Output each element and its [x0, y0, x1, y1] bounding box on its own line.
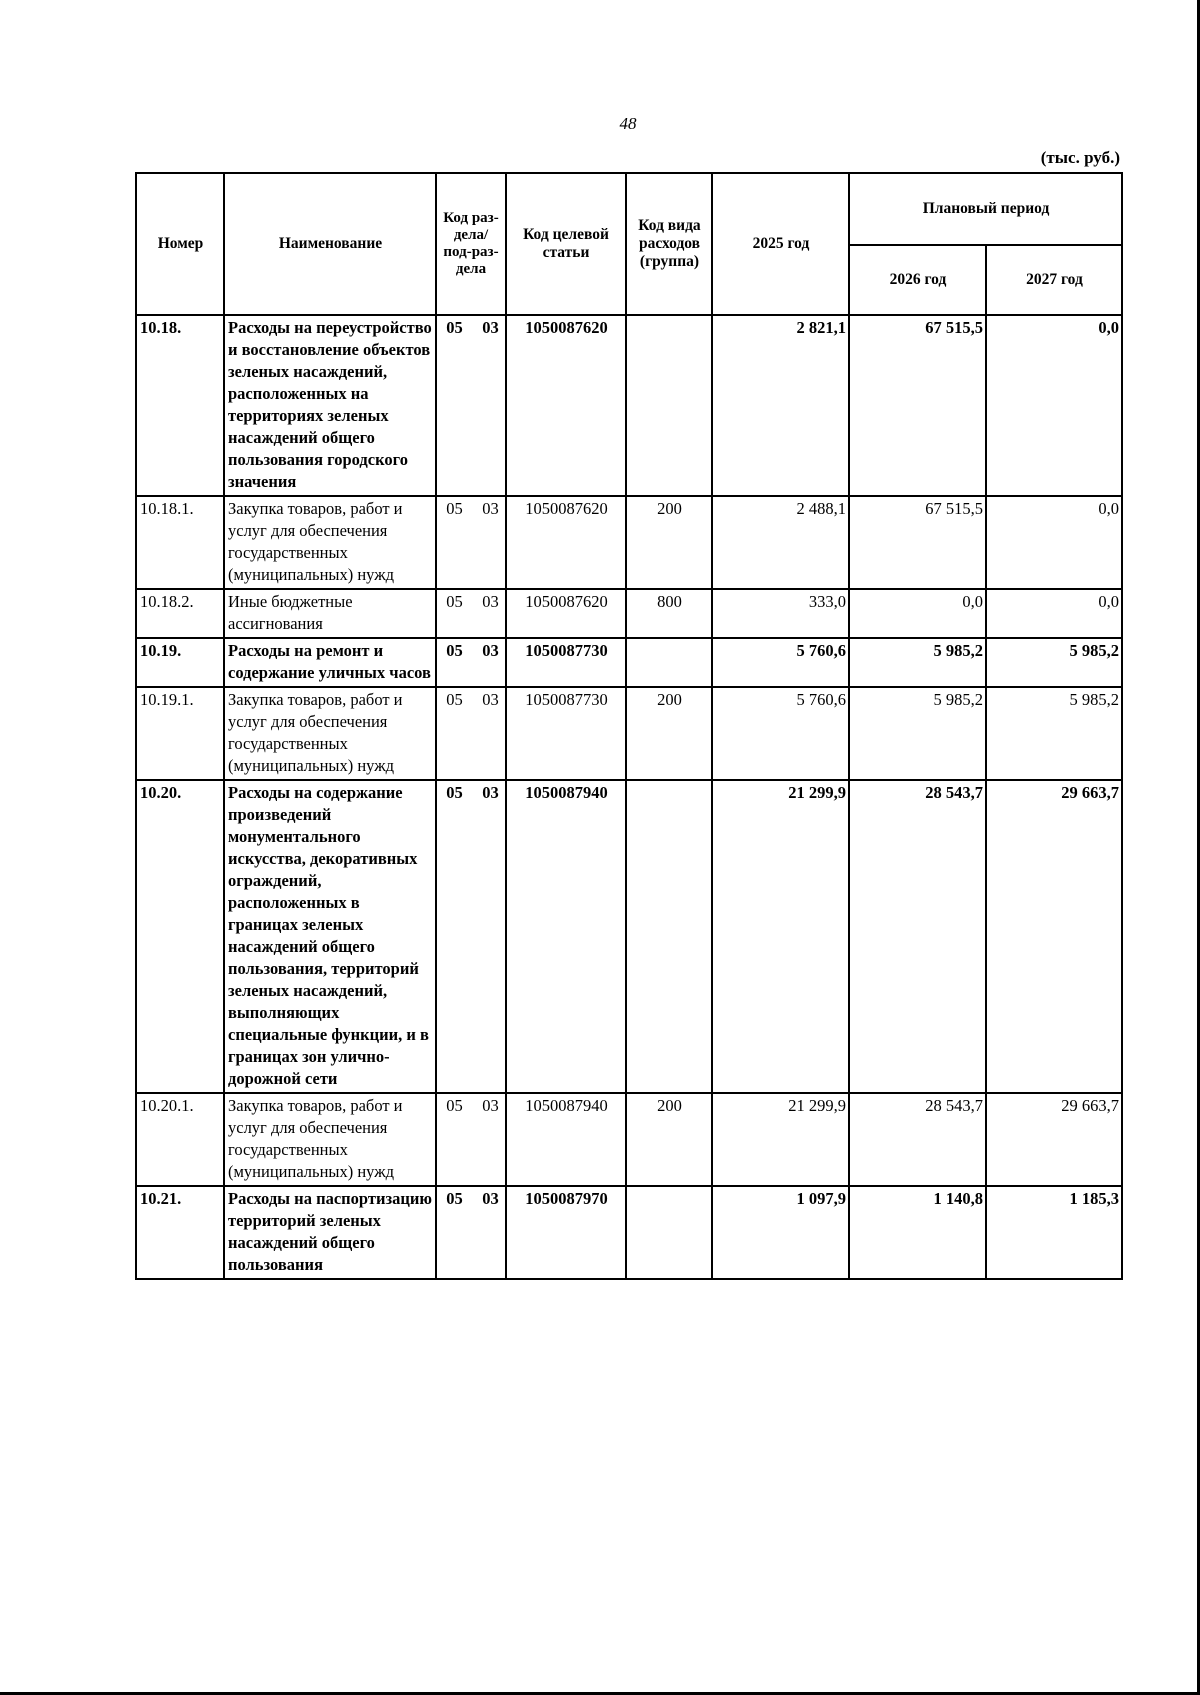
- subsection-code: 03: [482, 499, 499, 518]
- header-section: Код раз-дела/ под-раз-дела: [436, 173, 506, 315]
- cell-name: Расходы на содержание произведений монументального искусства, декоративных ограждений, расположенных в границах зеленых насаждений общего пользования, территорий зеленых насаждений, выполняющих специальные функции, и в границах зон улично-дорожной сети: [224, 780, 436, 1093]
- cell-target-code: 1050087940: [506, 780, 626, 1093]
- cell-number: 10.19.: [136, 638, 224, 687]
- cell-2025: 21 299,9: [712, 780, 849, 1093]
- cell-2025: 333,0: [712, 589, 849, 638]
- cell-2025: 2 821,1: [712, 315, 849, 496]
- subsection-code: 03: [482, 690, 499, 709]
- cell-target-code: 1050087940: [506, 1093, 626, 1186]
- cell-name: Закупка товаров, работ и услуг для обеспечения государственных (муниципальных) нужд: [224, 687, 436, 780]
- cell-name: Закупка товаров, работ и услуг для обеспечения государственных (муниципальных) нужд: [224, 496, 436, 589]
- cell-2026: 67 515,5: [849, 315, 986, 496]
- table-row: [136, 1186, 1122, 1279]
- cell-2026: 67 515,5: [849, 496, 986, 589]
- section-code: 05: [446, 641, 463, 660]
- cell-expense-kind: 800: [626, 589, 712, 638]
- subsection-code: 03: [482, 1189, 499, 1208]
- table-row: [136, 1093, 1122, 1186]
- cell-number: 10.20.: [136, 780, 224, 1093]
- cell-2025: 1 097,9: [712, 1186, 849, 1279]
- table-row: [136, 638, 1122, 687]
- subsection-code: 03: [482, 318, 499, 337]
- header-kind: Код вида расходов (группа): [626, 173, 712, 315]
- cell-section: [436, 687, 506, 780]
- cell-expense-kind: 200: [626, 687, 712, 780]
- cell-2026: 5 985,2: [849, 687, 986, 780]
- section-code: 05: [446, 592, 463, 611]
- cell-name: Расходы на переустройство и восстановление объектов зеленых насаждений, расположенных на территориях зеленых насаждений общего пользования городского значения: [224, 315, 436, 496]
- units-label: (тыс. руб.): [1040, 148, 1120, 167]
- cell-target-code: 1050087620: [506, 589, 626, 638]
- cell-expense-kind: 200: [626, 496, 712, 589]
- cell-name: Расходы на паспортизацию территорий зеленых насаждений общего пользования: [224, 1186, 436, 1279]
- cell-target-code: 1050087970: [506, 1186, 626, 1279]
- subsection-code: 03: [482, 783, 499, 802]
- cell-name: Закупка товаров, работ и услуг для обеспечения государственных (муниципальных) нужд: [224, 1093, 436, 1186]
- section-code: 05: [446, 1189, 463, 1208]
- header-name: Наименование: [224, 173, 436, 315]
- cell-2027: 29 663,7: [986, 780, 1122, 1093]
- cell-2027: 0,0: [986, 315, 1122, 496]
- cell-2027: 0,0: [986, 496, 1122, 589]
- table-row: [136, 589, 1122, 638]
- cell-name: Иные бюджетные ассигнования: [224, 589, 436, 638]
- cell-2026: 28 543,7: [849, 1093, 986, 1186]
- header-2027: 2027 год: [986, 245, 1122, 315]
- cell-section: [436, 589, 506, 638]
- table-row: [136, 687, 1122, 780]
- section-code: 05: [446, 690, 463, 709]
- cell-target-code: 1050087620: [506, 315, 626, 496]
- section-code: 05: [446, 318, 463, 337]
- cell-2026: 0,0: [849, 589, 986, 638]
- table-body: [136, 315, 1122, 1279]
- section-code: 05: [446, 1096, 463, 1115]
- cell-2027: 1 185,3: [986, 1186, 1122, 1279]
- table-row: [136, 315, 1122, 496]
- cell-2025: 21 299,9: [712, 1093, 849, 1186]
- header-2025: 2025 год: [712, 173, 849, 315]
- cell-2026: 28 543,7: [849, 780, 986, 1093]
- subsection-code: 03: [482, 641, 499, 660]
- cell-number: 10.21.: [136, 1186, 224, 1279]
- header-planned-period: Плановый период: [849, 173, 1122, 245]
- cell-section: [436, 315, 506, 496]
- page-number: 48: [619, 114, 637, 133]
- cell-name: Расходы на ремонт и содержание уличных часов: [224, 638, 436, 687]
- cell-expense-kind: [626, 780, 712, 1093]
- cell-2027: 29 663,7: [986, 1093, 1122, 1186]
- header-target: Код целевой статьи: [506, 173, 626, 315]
- cell-number: 10.18.2.: [136, 589, 224, 638]
- table-row: [136, 496, 1122, 589]
- subsection-code: 03: [482, 592, 499, 611]
- cell-2025: 5 760,6: [712, 638, 849, 687]
- cell-2026: 5 985,2: [849, 638, 986, 687]
- cell-number: 10.18.: [136, 315, 224, 496]
- section-code: 05: [446, 499, 463, 518]
- cell-section: [436, 1093, 506, 1186]
- subsection-code: 03: [482, 1096, 499, 1115]
- cell-number: 10.20.1.: [136, 1093, 224, 1186]
- cell-expense-kind: [626, 315, 712, 496]
- cell-target-code: 1050087730: [506, 638, 626, 687]
- cell-number: 10.18.1.: [136, 496, 224, 589]
- cell-expense-kind: 200: [626, 1093, 712, 1186]
- cell-2027: 5 985,2: [986, 687, 1122, 780]
- cell-section: [436, 1186, 506, 1279]
- table-row: [136, 780, 1122, 1093]
- cell-expense-kind: [626, 638, 712, 687]
- cell-2025: 5 760,6: [712, 687, 849, 780]
- budget-table: [135, 172, 1123, 1280]
- cell-2026: 1 140,8: [849, 1186, 986, 1279]
- cell-section: [436, 638, 506, 687]
- cell-2027: 0,0: [986, 589, 1122, 638]
- cell-expense-kind: [626, 1186, 712, 1279]
- header-number: Номер: [136, 173, 224, 315]
- cell-section: [436, 780, 506, 1093]
- section-code: 05: [446, 783, 463, 802]
- cell-2025: 2 488,1: [712, 496, 849, 589]
- cell-2027: 5 985,2: [986, 638, 1122, 687]
- cell-target-code: 1050087730: [506, 687, 626, 780]
- cell-section: [436, 496, 506, 589]
- header-2026: 2026 год: [849, 245, 986, 315]
- cell-number: 10.19.1.: [136, 687, 224, 780]
- cell-target-code: 1050087620: [506, 496, 626, 589]
